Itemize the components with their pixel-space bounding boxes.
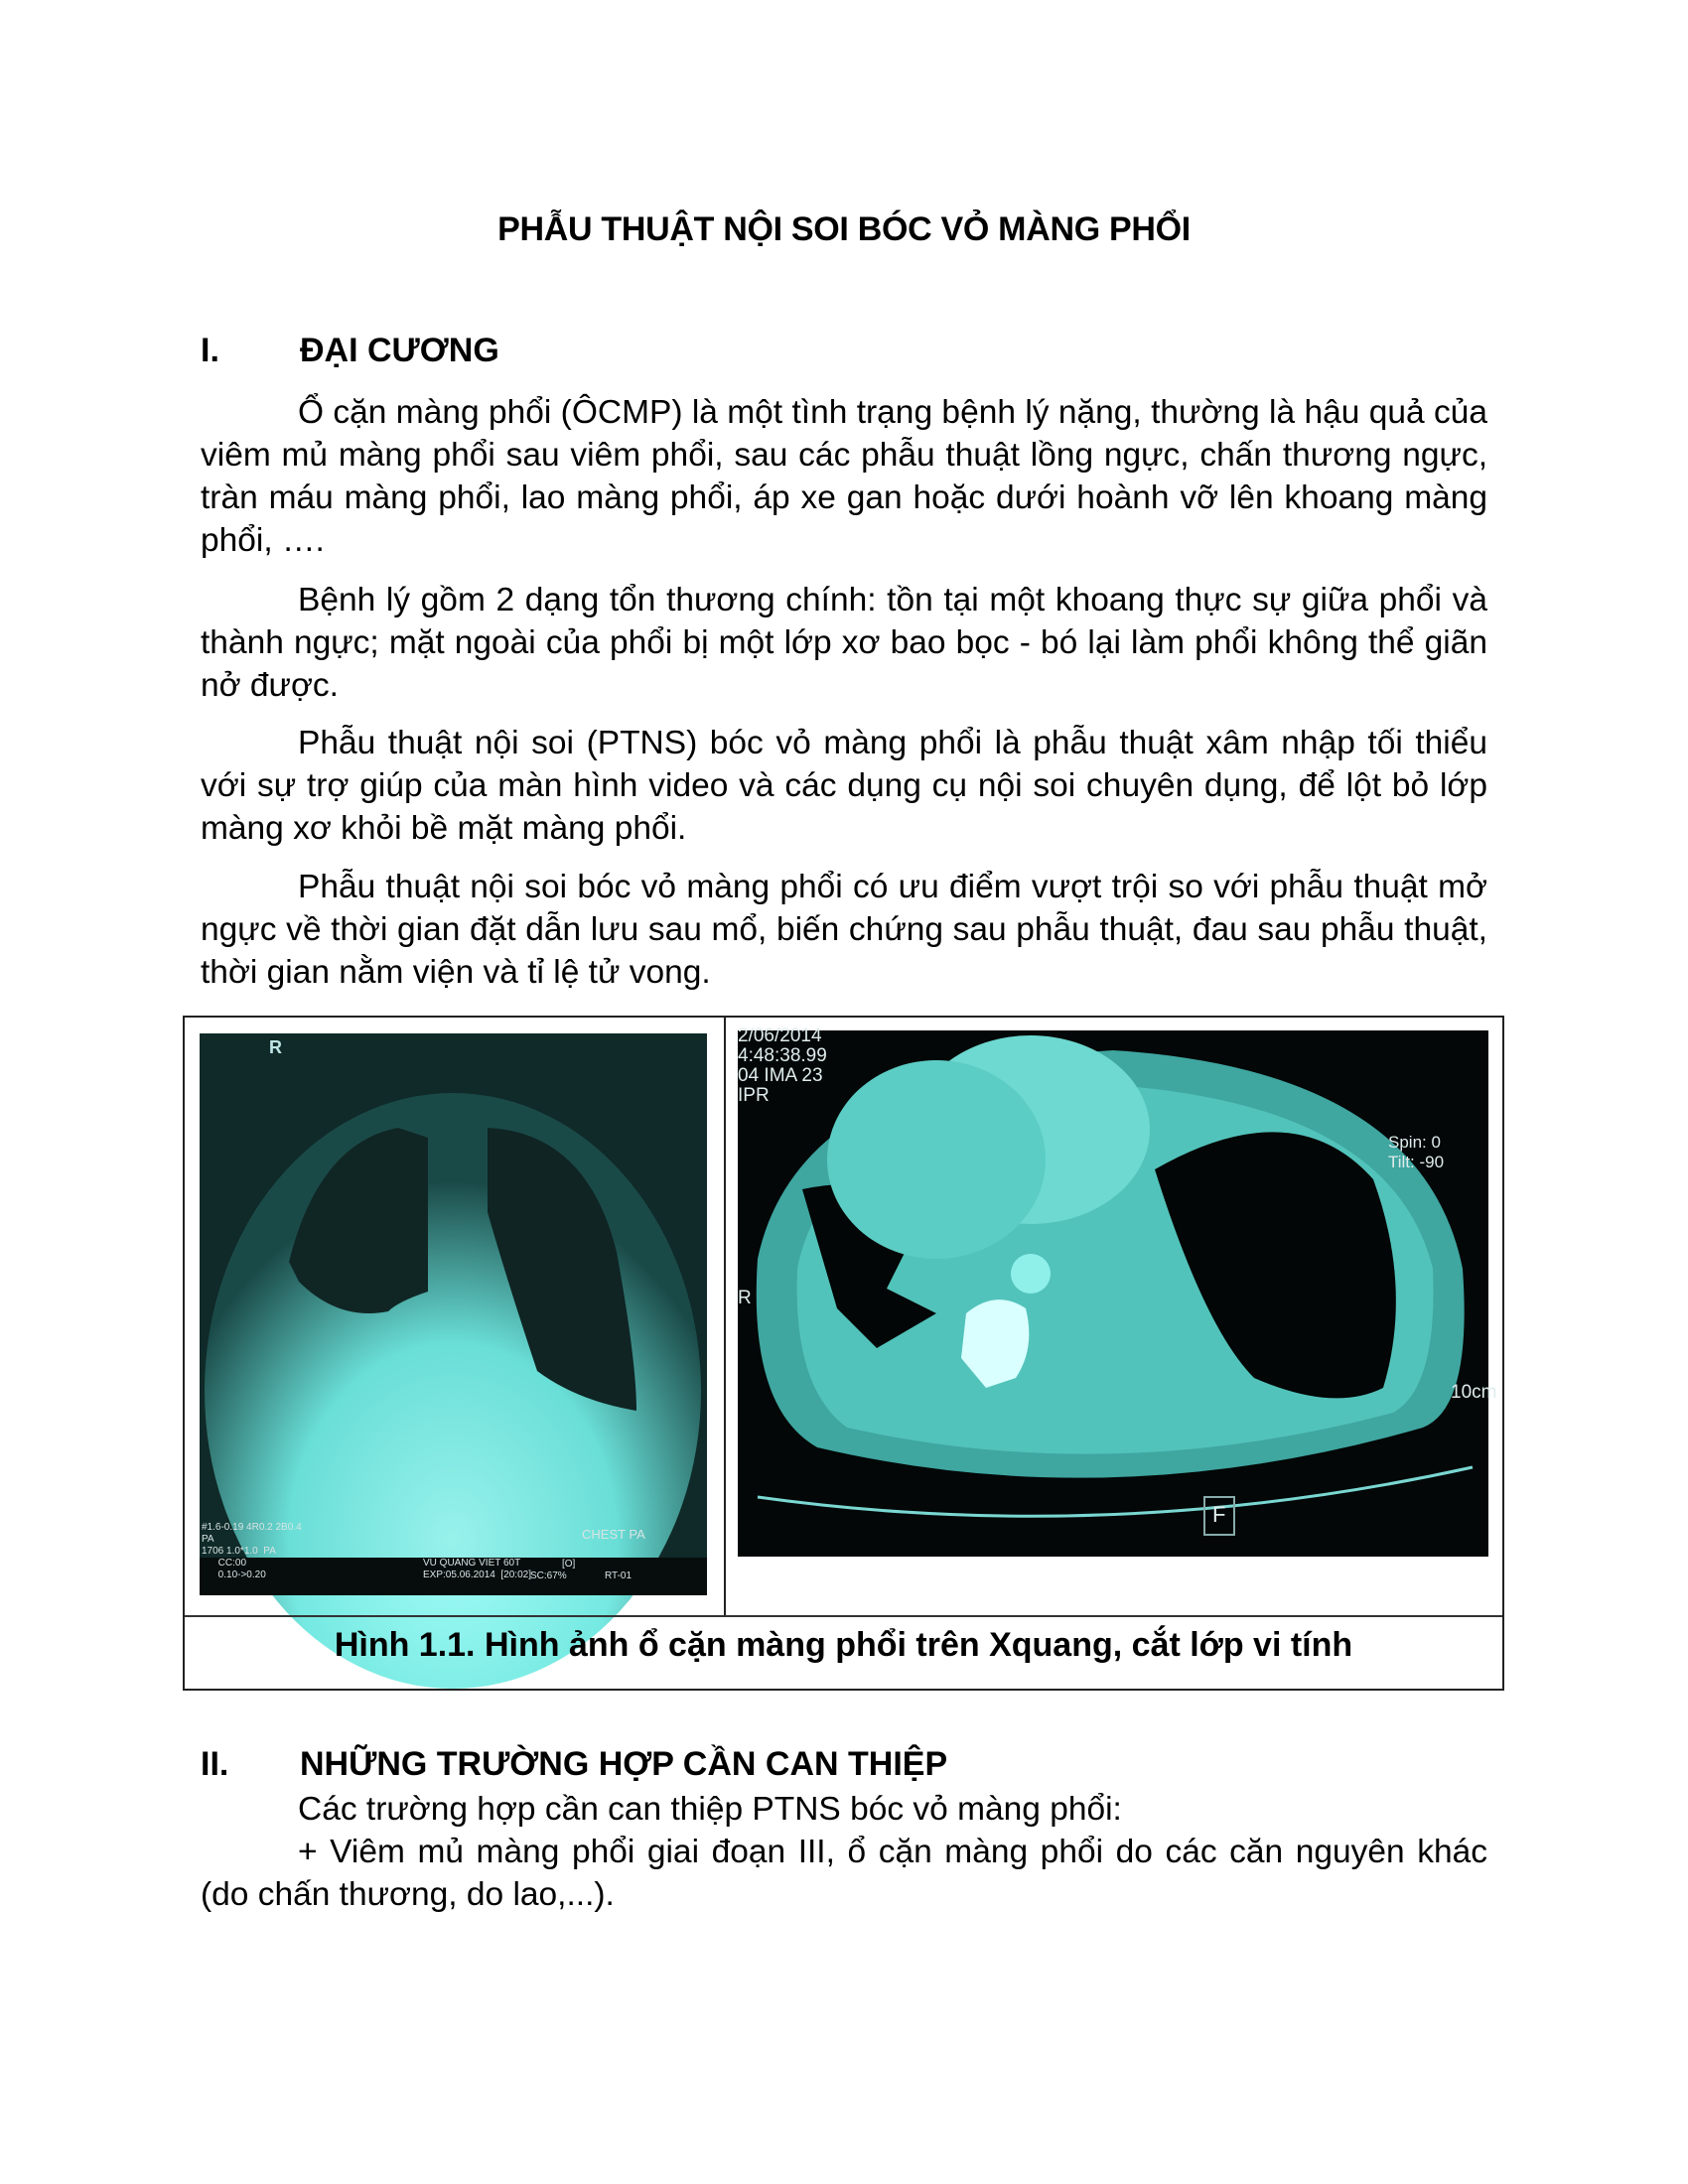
xray-patient: VU QUANG VIET 60T EXP:05.06.2014 [20:02] (423, 1558, 531, 1580)
xray-image (200, 1033, 707, 1595)
xray-label: CHEST PA (582, 1527, 645, 1542)
paragraph: Các trường hợp cần can thiệp PTNS bóc vỏ màng phổi: (298, 1791, 1122, 1828)
paragraph: Phẫu thuật nội soi bóc vỏ màng phổi có ưu điểm vượt trội so với phẫu thuật mở ngực về thời gian đặt dẫn lưu sau mổ, biến chứng sau phẫu thuật, đau sau phẫu thuật, thời gian nằm viện và tỉ lệ tử vong. (201, 869, 1487, 991)
figure-column-divider (724, 1018, 726, 1615)
ct-graphic (738, 1030, 1488, 1557)
figure-row-divider (185, 1615, 1502, 1617)
section-heading-1 (201, 332, 499, 370)
section-number: I. (201, 332, 219, 369)
paragraph: Bệnh lý gồm 2 dạng tổn thương chính: tồn tại một khoang thực sự giữa phổi và thành ngực; mặt ngoài của phổi bị một lớp xơ bao bọc - bó lại làm phổi không thể giãn nở được. (201, 582, 1487, 704)
section-number: II. (201, 1745, 229, 1783)
ct-overlay-right: Spin: 0 Tilt: -90 (1388, 1133, 1445, 1171)
section-heading-2 (201, 1745, 947, 1784)
section-title: ĐẠI CƯƠNG (300, 332, 499, 369)
ct-scale-label: 10cm (1451, 1382, 1497, 1403)
xray-orientation: [O] (562, 1559, 576, 1570)
xray-sc: SC:67% (530, 1570, 567, 1581)
paragraph: Phẫu thuật nội soi (PTNS) bóc vỏ màng phổi là phẫu thuật xâm nhập tối thiểu với sự trợ giúp của màn hình video và các dụng cụ nội soi chuyên dụng, để lột bỏ lớp màng xơ khỏi bề mặt màng phổi. (201, 725, 1487, 847)
section-title: NHỮNG TRƯỜNG HỢP CẦN CAN THIỆP (300, 1745, 948, 1783)
xray-side-marker: R (269, 1037, 282, 1057)
xray-rt: RT-01 (605, 1570, 633, 1581)
figure-caption: Hình 1.1. Hình ảnh ổ cặn màng phổi trên Xquang, cắt lớp vi tính (334, 1626, 1353, 1664)
ct-overlay-topleft: 2/06/2014 4:48:38.99 04 IMA 23 IPR (738, 1025, 827, 1106)
ct-side-marker: R (738, 1288, 752, 1308)
figure-table (183, 1016, 1504, 1691)
paragraph: Ổ cặn màng phổi (ÔCMP) là một tình trạng bệnh lý nặng, thường là hậu quả của viêm mủ màng phổi sau viêm phổi, sau các phẫu thuật lồng ngực, chấn thương ngực, tràn máu màng phổi, lao màng phổi, áp xe gan hoặc dưới hoành vỡ lên khoang màng phổi, …. (201, 394, 1487, 559)
xray-overlay-left: #1.6-0.19 4R0.2 2B0.4 PA 1706 1.0*1.0 PA CC:00 0.10->0.20 (202, 1522, 302, 1580)
ct-image (738, 1025, 1497, 1557)
paragraph: + Viêm mủ màng phổi giai đoạn III, ổ cặn màng phổi do các căn nguyên khác (do chấn thương, do lao,...). (201, 1834, 1487, 1913)
xray-graphic (200, 1033, 707, 1595)
ct-box-label: F (1212, 1502, 1226, 1527)
page-title: PHẪU THUẬT NỘI SOI BÓC VỎ MÀNG PHỔI (497, 210, 1191, 248)
